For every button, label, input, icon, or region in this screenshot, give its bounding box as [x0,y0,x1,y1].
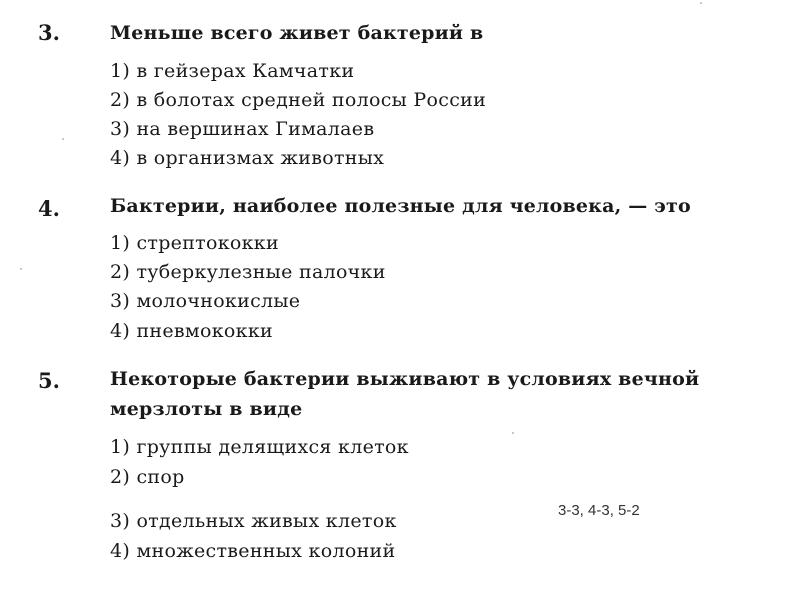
question-3-option-1: 1) в гейзерах Камчатки [110,60,355,82]
question-5-option-4: 4) множественных колоний [110,540,396,562]
question-4-option-3: 3) молочнокислые [110,290,301,312]
question-5-option-2: 2) спор [110,466,185,488]
scan-speck [62,138,64,140]
question-3-option-4: 4) в организмах животных [110,147,385,169]
scan-speck [20,268,22,270]
question-3-number: 3. [38,20,60,45]
question-4-option-1: 1) стрептококки [110,232,279,254]
question-5-option-1: 1) группы делящихся клеток [110,436,409,458]
question-4-option-4: 4) пневмококки [110,320,273,342]
question-5-number: 5. [38,368,60,393]
question-5-option-3: 3) отдельных живых клеток [110,510,397,532]
question-5-text: Некоторые бактерии выживают в условиях вечной мерзлоты в виде [110,368,700,420]
question-3-text: Меньше всего живет бактерий в [110,22,484,44]
question-3-option-3: 3) на вершинах Гималаев [110,118,375,140]
question-4-number: 4. [38,196,60,221]
question-4-text: Бактерии, наиболее полезные для человека, — это [110,195,691,217]
scan-speck [512,432,514,434]
question-3-option-2: 2) в болотах средней полосы России [110,89,487,111]
question-4-option-2: 2) туберкулезные палочки [110,261,386,283]
answer-key: 3-3, 4-3, 5-2 [558,502,640,519]
scan-speck [700,2,702,4]
